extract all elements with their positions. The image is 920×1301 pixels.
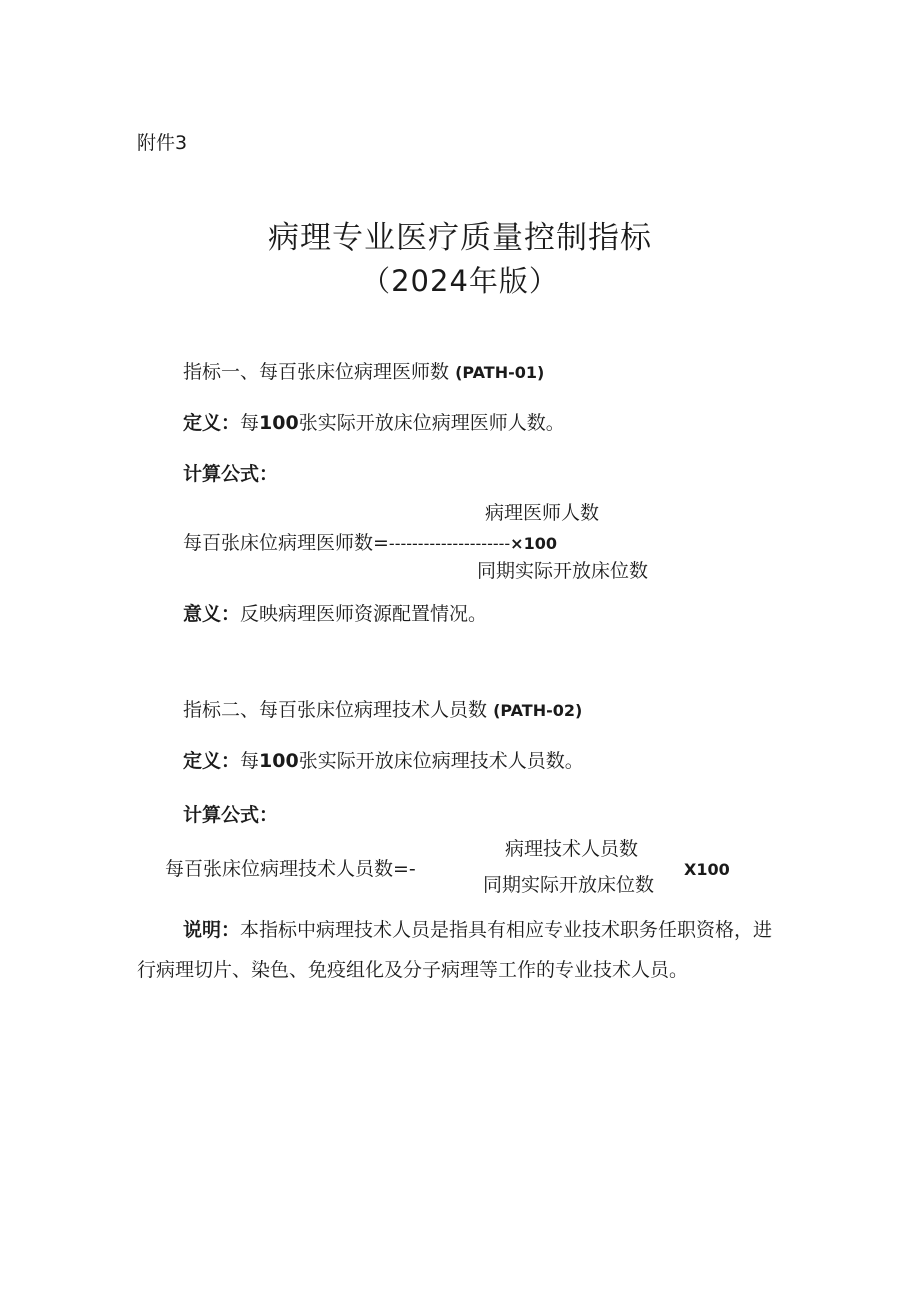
indicator2-note-text: 本指标中病理技术人员是指具有相应专业技术职务任职资格，进行病理切片、染色、免疫组化及分子病理等工作的专业技术人员。 [137, 919, 773, 981]
indicator2-code: (PATH-02) [493, 701, 583, 720]
indicator2-note-label: 说明： [183, 919, 241, 941]
indicator1-heading-text: 指标一、每百张床位病理医师数 [183, 361, 450, 383]
indicator1-def-text: 张实际开放床位病理医师人数。 [298, 412, 565, 434]
indicator2-heading-text: 指标二、每百张床位病理技术人员数 [183, 699, 488, 721]
indicator2-note [137, 910, 790, 990]
indicator1-meaning-label: 意义： [183, 603, 241, 625]
indicator1-def-prefix: 每 [240, 412, 260, 434]
indicator2-definition [183, 746, 584, 773]
indicator1-formula-label: 计算公式： [183, 463, 279, 485]
indicator2-numerator: 病理技术人员数 [505, 838, 639, 860]
indicator1-code: (PATH-01) [455, 363, 545, 382]
indicator2-def-label: 定义： [183, 750, 241, 772]
indicator2-formula-lhs: 每百张床位病理技术人员数=- [165, 858, 416, 880]
indicator1-definition [183, 408, 565, 435]
indicator2-def-prefix: 每 [240, 750, 260, 772]
indicator1-formula-lhs: 每百张床位病理医师数= [183, 532, 389, 554]
document-title: 病理专业医疗质量控制指标 [268, 220, 652, 256]
indicator2-def-number: 100 [259, 750, 299, 772]
indicator1-fraction-line: --------------------- [388, 534, 511, 553]
indicator1-multiplier: ×100 [510, 534, 557, 553]
indicator2-formula-label: 计算公式： [183, 804, 279, 826]
indicator1-def-label: 定义： [183, 412, 241, 434]
indicator2-def-text: 张实际开放床位病理技术人员数。 [298, 750, 584, 772]
indicator1-formula [183, 528, 557, 555]
indicator2-denominator: 同期实际开放床位数 [483, 874, 655, 896]
indicator1-def-number: 100 [259, 412, 299, 434]
document-subtitle: （2024年版） [361, 264, 559, 298]
indicator1-denominator: 同期实际开放床位数 [477, 560, 649, 582]
indicator1-meaning-text: 反映病理医师资源配置情况。 [240, 603, 488, 625]
indicator1-numerator: 病理医师人数 [485, 502, 600, 524]
indicator2-multiplier: X100 [684, 860, 730, 879]
indicator2-heading [183, 695, 582, 722]
attachment-label: 附件3 [137, 132, 188, 154]
indicator1-heading [183, 357, 544, 384]
indicator1-meaning [183, 599, 487, 626]
